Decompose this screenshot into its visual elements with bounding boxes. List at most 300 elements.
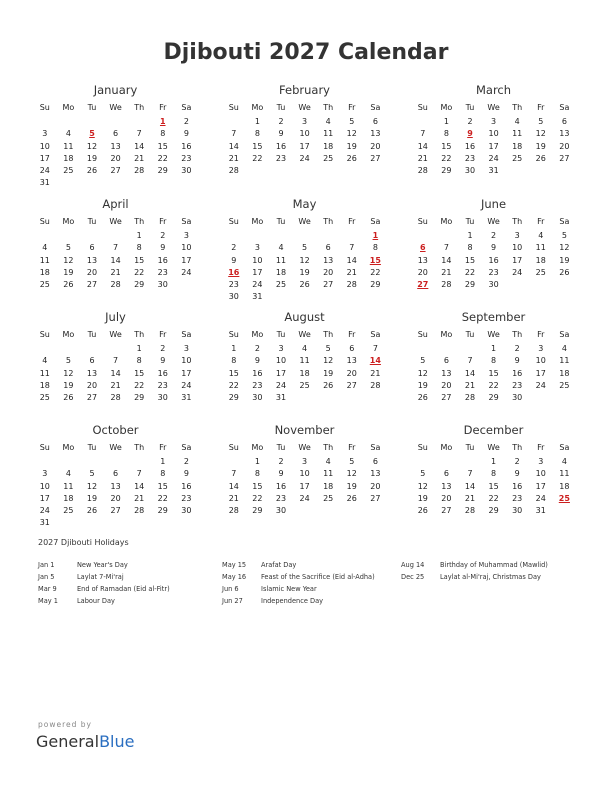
day-cell: 24	[299, 493, 310, 503]
weekday-header: We	[298, 103, 311, 112]
empty-cell	[411, 230, 435, 242]
day-cell: 30	[512, 505, 523, 515]
day-cell: 17	[39, 493, 50, 503]
day-cell: 22	[157, 493, 168, 503]
day-cell: 21	[417, 153, 428, 163]
holiday-row	[222, 583, 375, 595]
day-cell: 25	[299, 380, 310, 390]
weekday-header: Mo	[251, 443, 264, 452]
weekday-header: Su	[228, 330, 239, 339]
day-cell: 12	[346, 469, 357, 479]
day-cell: 20	[441, 493, 452, 503]
day-cell: 4	[65, 469, 71, 479]
day-cell: 2	[160, 231, 166, 241]
day-cell: 30	[252, 392, 263, 402]
day-cell: 14	[134, 481, 145, 491]
holiday-name: Feast of the Sacrifice (Eid al-Adha)	[261, 573, 375, 581]
month-days-grid	[222, 102, 387, 177]
day-cell: 22	[157, 153, 168, 163]
generalblue-logo[interactable]	[36, 732, 134, 751]
day-cell: 23	[228, 279, 239, 289]
day-cell: 11	[559, 356, 570, 366]
day-cell: 18	[299, 368, 310, 378]
day-cell: 29	[464, 279, 476, 289]
weekday-header: Tu	[465, 443, 475, 452]
day-cell: 11	[275, 255, 287, 265]
day-cell: 5	[302, 243, 308, 253]
day-cell: 30	[275, 505, 287, 515]
day-cell: 23	[157, 267, 168, 277]
day-cell: 29	[157, 165, 168, 175]
holiday-date: Jun 6	[222, 585, 239, 593]
empty-cell	[80, 116, 104, 128]
weekday-header: Th	[134, 443, 145, 452]
empty-cell	[458, 343, 482, 355]
weekday-header: Th	[512, 330, 523, 339]
day-cell: 16	[275, 141, 287, 151]
day-cell: 5	[325, 344, 331, 354]
weekday-header: Tu	[87, 217, 97, 226]
day-cell: 27	[441, 505, 452, 515]
day-cell: 13	[346, 356, 357, 366]
day-cell: 9	[278, 129, 284, 139]
day-cell: 5	[538, 117, 544, 127]
day-cell: 2	[278, 457, 284, 467]
weekday-header: Su	[228, 103, 239, 112]
day-cell: 2	[183, 457, 189, 467]
day-cell: 26	[346, 153, 357, 163]
day-cell: 5	[561, 231, 567, 241]
day-cell: 4	[302, 344, 308, 354]
weekday-header: Sa	[559, 443, 570, 452]
day-cell: 29	[134, 392, 145, 402]
day-cell: 16	[252, 368, 263, 378]
day-cell: 8	[136, 243, 142, 253]
day-cell: 28	[228, 165, 239, 175]
day-cell: 9	[231, 255, 237, 265]
weekday-header: We	[487, 330, 500, 339]
day-cell: 24	[512, 267, 523, 277]
day-cell: 2	[183, 117, 189, 127]
weekday-header: Th	[134, 103, 145, 112]
day-cell: 21	[464, 380, 476, 390]
day-cell: 3	[183, 344, 189, 354]
holiday-day: 16	[228, 267, 240, 277]
day-cell: 4	[561, 344, 567, 354]
weekday-header: Th	[134, 217, 145, 226]
day-cell: 29	[370, 279, 381, 289]
day-cell: 11	[39, 255, 50, 265]
day-cell: 30	[181, 165, 192, 175]
weekday-header: Tu	[87, 103, 97, 112]
weekday-header: Su	[417, 443, 428, 452]
day-cell: 27	[559, 153, 570, 163]
holiday-date: Aug 14	[401, 561, 425, 569]
weekday-header: Th	[134, 330, 145, 339]
day-cell: 30	[157, 279, 168, 289]
day-cell: 1	[443, 117, 449, 127]
day-cell: 12	[346, 129, 357, 139]
day-cell: 31	[488, 165, 499, 175]
day-cell: 28	[346, 279, 357, 289]
weekday-header: Mo	[440, 443, 453, 452]
weekday-header: Th	[512, 217, 523, 226]
day-cell: 3	[302, 457, 308, 467]
day-cell: 7	[467, 356, 473, 366]
day-cell: 7	[349, 243, 355, 253]
empty-cell	[80, 456, 104, 468]
empty-cell	[57, 456, 81, 468]
day-cell: 1	[136, 231, 142, 241]
weekday-header: Th	[323, 443, 334, 452]
day-cell: 1	[231, 344, 237, 354]
empty-cell	[57, 116, 81, 128]
empty-cell	[33, 230, 57, 242]
day-cell: 20	[559, 141, 570, 151]
day-cell: 23	[464, 153, 476, 163]
month-days-grid	[33, 329, 198, 404]
empty-cell	[316, 230, 340, 242]
day-cell: 9	[491, 243, 497, 253]
day-cell: 19	[323, 368, 334, 378]
day-cell: 1	[254, 457, 260, 467]
day-cell: 17	[488, 141, 499, 151]
day-cell: 23	[512, 380, 523, 390]
day-cell: 7	[467, 469, 473, 479]
weekday-header: Tu	[465, 103, 475, 112]
day-cell: 5	[349, 117, 355, 127]
day-cell: 29	[488, 392, 499, 402]
day-cell: 30	[228, 292, 239, 302]
weekday-header: Th	[512, 103, 523, 112]
day-cell: 11	[63, 141, 74, 151]
empty-cell	[127, 116, 151, 128]
day-cell: 3	[302, 117, 308, 127]
month-days-grid	[411, 442, 576, 517]
day-cell: 12	[323, 356, 334, 366]
day-cell: 29	[157, 505, 168, 515]
month-name: March	[475, 83, 512, 97]
day-cell: 31	[39, 518, 50, 528]
day-cell: 25	[535, 267, 546, 277]
day-cell: 17	[512, 255, 523, 265]
day-cell: 2	[491, 231, 497, 241]
day-cell: 8	[160, 129, 166, 139]
day-cell: 27	[110, 165, 121, 175]
month-july	[33, 310, 198, 404]
day-cell: 9	[183, 129, 189, 139]
day-cell: 21	[441, 267, 452, 277]
weekday-header: We	[487, 103, 500, 112]
weekday-header: We	[487, 217, 500, 226]
weekday-header: Mo	[62, 443, 75, 452]
day-cell: 13	[559, 129, 570, 139]
day-cell: 3	[514, 231, 520, 241]
day-cell: 19	[63, 267, 74, 277]
day-cell: 23	[275, 493, 287, 503]
weekday-header: We	[109, 443, 122, 452]
day-cell: 6	[89, 356, 95, 366]
holiday-name: Birthday of Muhammad (Mawlid)	[440, 561, 548, 569]
day-cell: 7	[372, 344, 378, 354]
day-cell: 28	[464, 505, 476, 515]
day-cell: 16	[181, 481, 192, 491]
day-cell: 8	[136, 356, 142, 366]
day-cell: 27	[370, 153, 381, 163]
day-cell: 16	[512, 368, 523, 378]
day-cell: 15	[134, 255, 145, 265]
day-cell: 16	[181, 141, 192, 151]
day-cell: 25	[63, 505, 74, 515]
day-cell: 25	[63, 165, 74, 175]
month-january	[33, 83, 198, 189]
month-days-grid	[222, 442, 387, 517]
day-cell: 29	[441, 165, 452, 175]
weekday-header: Fr	[159, 103, 167, 112]
holiday-day: 1	[372, 231, 379, 241]
day-cell: 23	[275, 153, 287, 163]
day-cell: 6	[113, 469, 119, 479]
day-cell: 13	[370, 129, 381, 139]
day-cell: 29	[488, 505, 499, 515]
day-cell: 9	[514, 469, 520, 479]
day-cell: 2	[254, 344, 260, 354]
holiday-row	[38, 559, 170, 571]
day-cell: 6	[561, 117, 567, 127]
day-cell: 8	[443, 129, 449, 139]
weekday-header: Fr	[348, 443, 356, 452]
day-cell: 19	[86, 153, 98, 163]
day-cell: 20	[417, 267, 428, 277]
day-cell: 16	[157, 368, 168, 378]
weekday-header: Sa	[181, 330, 192, 339]
weekday-header: Su	[417, 330, 428, 339]
month-march	[411, 83, 576, 177]
empty-cell	[246, 230, 270, 242]
holiday-day: 1	[159, 117, 166, 127]
day-cell: 3	[491, 117, 497, 127]
day-cell: 26	[86, 505, 98, 515]
day-cell: 12	[535, 129, 546, 139]
day-cell: 31	[275, 392, 287, 402]
day-cell: 21	[228, 153, 239, 163]
day-cell: 26	[86, 165, 98, 175]
day-cell: 16	[512, 481, 523, 491]
day-cell: 6	[443, 356, 449, 366]
holiday-day: 9	[467, 129, 473, 139]
month-name: November	[274, 423, 335, 437]
day-cell: 15	[157, 481, 168, 491]
month-name: October	[92, 423, 139, 437]
day-cell: 8	[231, 356, 237, 366]
day-cell: 14	[464, 368, 476, 378]
day-cell: 24	[535, 493, 546, 503]
day-cell: 25	[275, 279, 287, 289]
day-cell: 17	[535, 481, 546, 491]
day-cell: 26	[346, 493, 357, 503]
day-cell: 3	[183, 231, 189, 241]
day-cell: 21	[346, 267, 357, 277]
day-cell: 15	[488, 481, 499, 491]
weekday-header: Su	[39, 103, 50, 112]
day-cell: 14	[417, 141, 428, 151]
day-cell: 19	[346, 141, 357, 151]
day-cell: 30	[464, 165, 476, 175]
day-cell: 17	[299, 141, 310, 151]
empty-cell	[411, 343, 435, 355]
holiday-row	[222, 571, 375, 583]
day-cell: 4	[538, 231, 544, 241]
day-cell: 27	[346, 380, 357, 390]
day-cell: 31	[39, 178, 50, 188]
day-cell: 4	[65, 129, 71, 139]
day-cell: 4	[42, 356, 48, 366]
day-cell: 26	[323, 380, 334, 390]
day-cell: 17	[299, 481, 310, 491]
day-cell: 4	[514, 117, 520, 127]
weekday-header: Tu	[87, 330, 97, 339]
day-cell: 29	[252, 505, 263, 515]
day-cell: 22	[252, 153, 263, 163]
empty-cell	[269, 230, 293, 242]
day-cell: 13	[441, 481, 452, 491]
empty-cell	[104, 116, 128, 128]
day-cell: 18	[559, 368, 570, 378]
day-cell: 14	[441, 255, 452, 265]
weekday-header: Su	[39, 330, 50, 339]
holiday-date: Jun 27	[222, 597, 243, 605]
holiday-day: 27	[417, 279, 429, 289]
holiday-row	[401, 571, 548, 583]
day-cell: 23	[157, 380, 168, 390]
weekday-header: We	[109, 217, 122, 226]
empty-cell	[435, 230, 459, 242]
weekday-header: Mo	[62, 330, 75, 339]
day-cell: 10	[488, 129, 499, 139]
day-cell: 26	[63, 392, 74, 402]
weekday-header: Tu	[87, 443, 97, 452]
day-cell: 7	[113, 243, 119, 253]
holiday-day: 25	[558, 493, 570, 503]
day-cell: 28	[134, 505, 145, 515]
holiday-date: Mar 9	[38, 585, 57, 593]
day-cell: 18	[323, 141, 334, 151]
weekday-header: Mo	[251, 217, 264, 226]
day-cell: 9	[278, 469, 284, 479]
weekday-header: Sa	[559, 217, 570, 226]
holiday-column	[38, 559, 170, 607]
day-cell: 13	[110, 141, 121, 151]
day-cell: 19	[63, 380, 74, 390]
holiday-row	[222, 595, 375, 607]
weekday-header: Fr	[159, 217, 167, 226]
day-cell: 6	[372, 457, 378, 467]
day-cell: 18	[275, 267, 287, 277]
weekday-header: Sa	[559, 330, 570, 339]
weekday-header: We	[298, 443, 311, 452]
weekday-header: Tu	[276, 103, 286, 112]
logo-text-general: General	[36, 732, 100, 751]
weekday-header: Su	[228, 443, 239, 452]
day-cell: 15	[134, 368, 145, 378]
day-cell: 1	[136, 344, 142, 354]
weekday-header: Mo	[440, 103, 453, 112]
day-cell: 2	[278, 117, 284, 127]
day-cell: 28	[370, 380, 381, 390]
holiday-date: May 1	[38, 597, 58, 605]
day-cell: 21	[228, 493, 239, 503]
weekday-header: Fr	[537, 330, 545, 339]
empty-cell	[104, 343, 128, 355]
day-cell: 26	[63, 279, 74, 289]
weekday-header: Tu	[465, 330, 475, 339]
weekday-header: Sa	[370, 103, 381, 112]
day-cell: 1	[491, 344, 497, 354]
day-cell: 18	[323, 481, 334, 491]
day-cell: 22	[228, 380, 239, 390]
day-cell: 15	[488, 368, 499, 378]
day-cell: 8	[254, 129, 260, 139]
day-cell: 24	[39, 505, 50, 515]
day-cell: 31	[252, 292, 263, 302]
month-name: January	[93, 83, 138, 97]
day-cell: 26	[417, 505, 428, 515]
day-cell: 24	[299, 153, 310, 163]
day-cell: 6	[113, 129, 119, 139]
day-cell: 4	[42, 243, 48, 253]
day-cell: 25	[39, 392, 50, 402]
day-cell: 28	[441, 279, 452, 289]
day-cell: 5	[420, 356, 426, 366]
day-cell: 3	[278, 344, 284, 354]
day-cell: 11	[299, 356, 310, 366]
day-cell: 15	[441, 141, 452, 151]
weekday-header: Mo	[251, 330, 264, 339]
day-cell: 12	[417, 368, 428, 378]
day-cell: 20	[110, 153, 121, 163]
day-cell: 18	[63, 153, 74, 163]
day-cell: 3	[538, 344, 544, 354]
day-cell: 13	[417, 255, 428, 265]
day-cell: 29	[228, 392, 239, 402]
day-cell: 17	[275, 368, 287, 378]
day-cell: 2	[160, 344, 166, 354]
day-cell: 24	[535, 380, 546, 390]
day-cell: 14	[228, 481, 239, 491]
holiday-name: Arafat Day	[261, 561, 297, 569]
day-cell: 28	[417, 165, 428, 175]
month-days-grid	[411, 102, 576, 177]
weekday-header: Sa	[559, 103, 570, 112]
weekday-header: Fr	[348, 330, 356, 339]
empty-cell	[80, 230, 104, 242]
day-cell: 28	[110, 279, 121, 289]
weekday-header: Sa	[181, 103, 192, 112]
day-cell: 18	[559, 481, 570, 491]
day-cell: 30	[512, 392, 523, 402]
weekday-header: Sa	[370, 443, 381, 452]
weekday-header: Th	[323, 330, 334, 339]
holiday-date: May 16	[222, 573, 247, 581]
day-cell: 3	[538, 457, 544, 467]
day-cell: 10	[181, 243, 192, 253]
day-cell: 22	[134, 380, 145, 390]
day-cell: 14	[110, 255, 121, 265]
day-cell: 7	[136, 129, 142, 139]
holiday-name: Islamic New Year	[261, 585, 317, 593]
day-cell: 19	[299, 267, 310, 277]
day-cell: 7	[136, 469, 142, 479]
